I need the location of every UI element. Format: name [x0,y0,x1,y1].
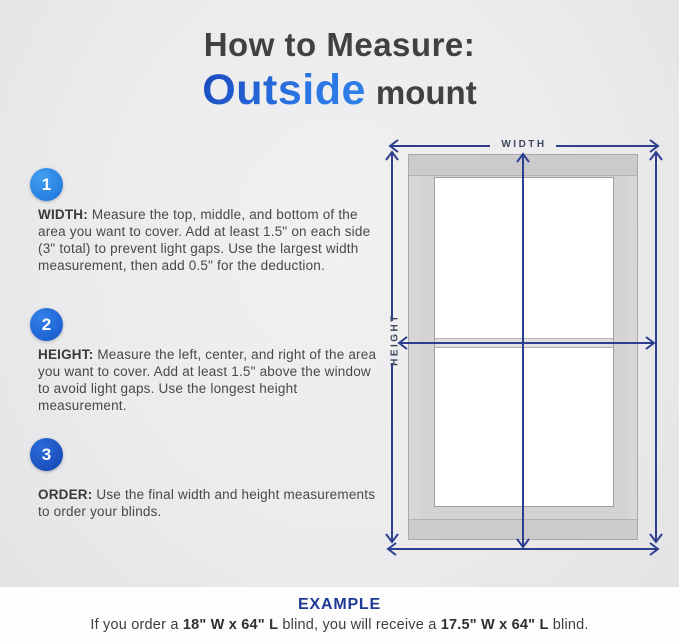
step-1-badge: 1 [30,168,63,201]
width-dimension-label: WIDTH [501,139,547,150]
title-line2 [0,66,679,115]
example-footer [0,587,679,644]
example-ordered-size: 18" W x 64" L [182,617,279,633]
example-middle: blind, you will receive a [278,617,441,633]
height-dimension-label: HEIGHT [389,313,401,366]
step-1-text [38,206,385,274]
page-title [0,26,679,115]
step-2-label: HEIGHT: [38,347,94,362]
step-3-label: ORDER: [38,487,93,502]
title-line1: How to Measure: [203,26,476,63]
example-received-size: 17.5" W x 64" L [440,617,549,633]
example-suffix: blind. [548,617,589,633]
measurement-arrows [378,126,670,562]
title-suffix: mount [375,74,477,111]
step-2-badge: 2 [30,308,63,341]
step-3-badge: 3 [30,438,63,471]
step-2-body: Measure the left, center, and right of the area you want to cover. Add at least 1.5" above the window to avoid light gaps. Use the longest height measurement. [38,347,377,413]
example-sentence [0,617,679,633]
step-1-body: Measure the top, middle, and bottom of the area you want to cover. Add at least 1.5" on each side (3" total) to prevent light gaps. Use the largest width measurement, then add 0.5" for the deduction. [38,207,371,273]
example-prefix: If you order a [90,617,183,633]
step-2-text [38,346,385,414]
step-3-body: Use the final width and height measurements to order your blinds. [38,487,376,519]
step-3-text [38,486,385,520]
example-heading: EXAMPLE [298,596,381,613]
title-mount-type: Outside [202,66,366,114]
step-1-label: WIDTH: [38,207,88,222]
